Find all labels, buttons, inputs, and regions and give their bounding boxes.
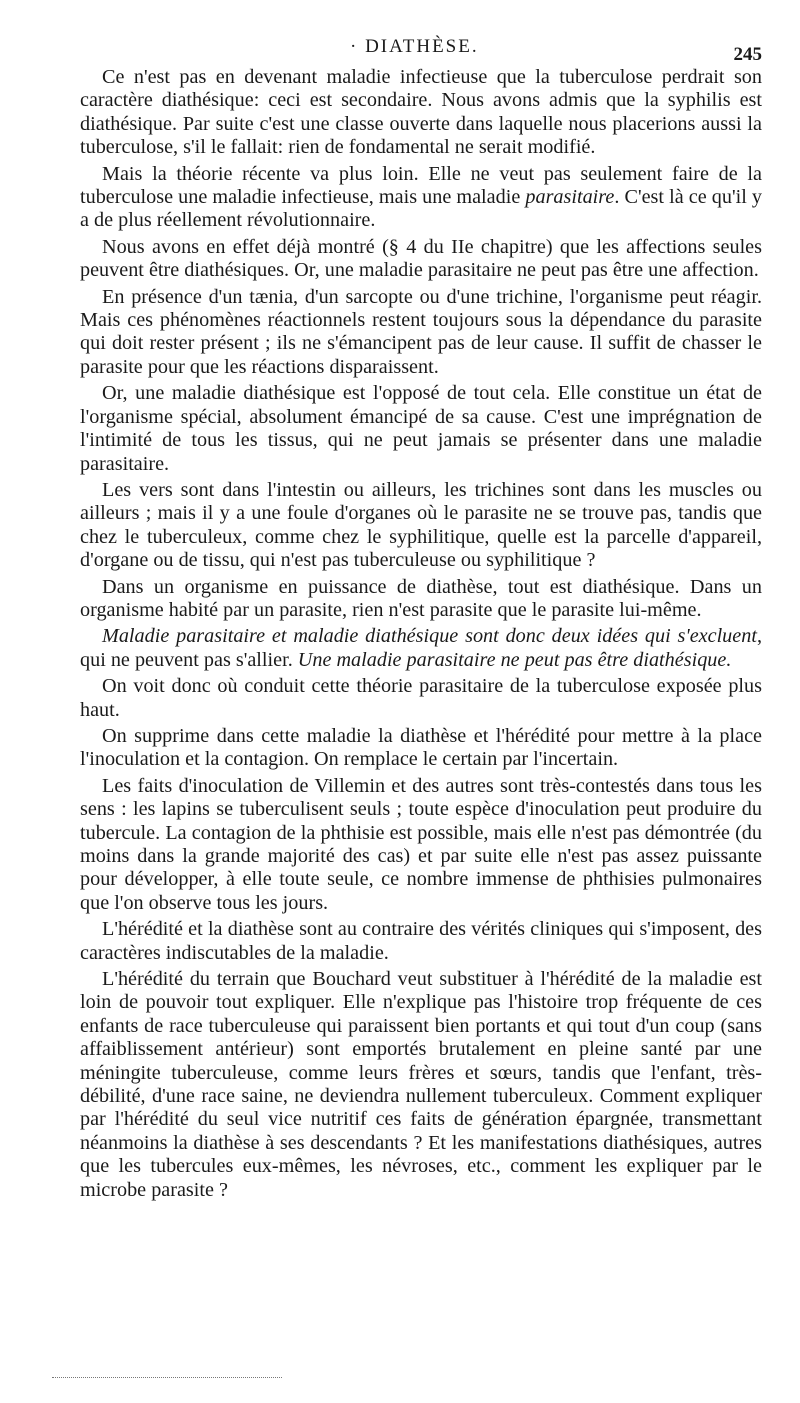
paragraph bbox=[80, 576, 762, 623]
text-run: Dans un organisme en puissance de diathèse, tout est diathésique. Dans un organisme habité par un parasite, rien n'est parasite que le parasite lui-même. bbox=[80, 575, 762, 621]
italic-text: Maladie parasitaire et maladie diathésique sont donc deux idées qui s'excluent bbox=[102, 625, 757, 648]
text-run: Mais la théorie récente va plus loin. Elle ne veut pas seulement faire de la tuberculose une maladie infectieuse, mais une maladie bbox=[80, 162, 762, 209]
body-text bbox=[80, 66, 762, 1202]
paragraph bbox=[80, 968, 762, 1202]
text-run: . C'est là ce qu'il y a de plus réellement révolutionnaire. bbox=[80, 186, 763, 232]
text-run: Nous avons en effet déjà montré (§ 4 du IIe chapitre) que les affections seules peuvent être diathésiques. Or, une maladie parasitaire ne peut pas être une affection. bbox=[80, 235, 762, 282]
italic-text: parasitaire bbox=[525, 186, 615, 209]
paragraph bbox=[80, 775, 762, 915]
text-run: On voit donc où conduit cette théorie parasitaire de la tuberculose exposée plus haut. bbox=[80, 675, 762, 721]
text-run: , qui ne peuvent pas s'allier. bbox=[80, 625, 762, 671]
text-run: Or, une maladie diathésique est l'opposé de tout cela. Elle constitue un état de l'organisme spécial, absolument émancipé de sa cause. C'est une imprégnation de l'intimité de tous les tissus, qui ne peut jamais se présenter dans une maladie parasitaire. bbox=[80, 382, 762, 475]
page-header bbox=[80, 36, 762, 66]
paragraph bbox=[80, 625, 762, 672]
text-run: Les vers sont dans l'intestin ou ailleurs, les trichines sont dans les muscles ou ailleurs ; mais il y a une foule d'organes où le parasite ne se trouve pas, tandis que chez le tuberculeux, comme chez le syphilitique, quelle est la parcelle d'appareil, d'organe ou de tissu, qui n'est pas tuberculeuse ou syphilitique ? bbox=[80, 478, 762, 572]
text-run: En présence d'un tænia, d'un sarcopte ou d'une trichine, l'organisme peut réagir. Mais ces phénomènes réactionnels restent toujours sous la dépendance du parasite qui doit rester présent ; ils ne s'émancipent pas de leur cause. Il suffit de chasser le parasite pour que les réactions disparaissent. bbox=[80, 285, 762, 378]
paragraph bbox=[80, 675, 762, 722]
paragraph bbox=[80, 163, 762, 233]
paragraph bbox=[80, 286, 762, 380]
text-run: L'hérédité et la diathèse sont au contraire des vérités cliniques qui s'imposent, des caractères indiscutables de la maladie. bbox=[80, 918, 762, 964]
text-run: L'hérédité du terrain que Bouchard veut substituer à l'hérédité de la maladie est loin de pouvoir tout expliquer. Elle n'explique pas l'histoire trop fréquente de ces enfants de race tuberculeuse qui paraissent bien portants et qui tout d'un coup (sans affaiblissement antérieur) sont emportés brutalement en pleine santé par une méningite tuberculeuse, comme leurs frères et sœurs, tandis que l'enfant, très-débilité, d'une race saine, ne deviendra nullement tuberculeux. Comment expliquer par l'hérédité du seul vice nutritif ces faits de génération épargnée, transmettant néanmoins la diathèse à ses descendants ? Et les manifestations diathésiques, autres que les tubercules eux-mêmes, les névroses, etc., comment les expliquer par le microbe parasite ? bbox=[80, 968, 762, 1201]
paragraph bbox=[80, 918, 762, 965]
paragraph bbox=[80, 382, 762, 476]
paragraph bbox=[80, 66, 762, 160]
footer-rule bbox=[52, 1377, 282, 1378]
paragraph bbox=[80, 236, 762, 283]
italic-text: Une maladie parasitaire ne peut pas être diathésique. bbox=[297, 648, 732, 671]
text-run: Ce n'est pas en devenant maladie infectieuse que la tuberculose perdrait son caractère diathésique: ceci est secondaire. Nous avons admis que la syphilis est diathésique. Par suite c'est une classe ouverte dans laquelle nous placerions aussi la tuberculose, s'il le fallait: rien de fondamental ne serait modifié. bbox=[80, 66, 762, 159]
page-number: 245 bbox=[733, 44, 762, 65]
running-title: · DIATHÈSE. bbox=[350, 36, 479, 57]
text-run: On supprime dans cette maladie la diathèse et l'hérédité pour mettre à la place l'inoculation et la contagion. On remplace le certain par l'incertain. bbox=[80, 724, 762, 771]
paragraph bbox=[80, 479, 762, 573]
paragraph bbox=[80, 725, 762, 772]
text-run: Les faits d'inoculation de Villemin et des autres sont très-contestés dans tous les sens : les lapins se tuberculisent seuls ; toute espèce d'inoculation peut produire du tubercule. La contagion de la phthisie est possible, mais elle n'est pas démontrée (du moins dans la grande majorité des cas) et par suite elle n'est pas assez puissante pour développer, à elle toute seule, ce nombre immense de phthisies pulmonaires que l'on observe tous les jours. bbox=[80, 774, 762, 914]
